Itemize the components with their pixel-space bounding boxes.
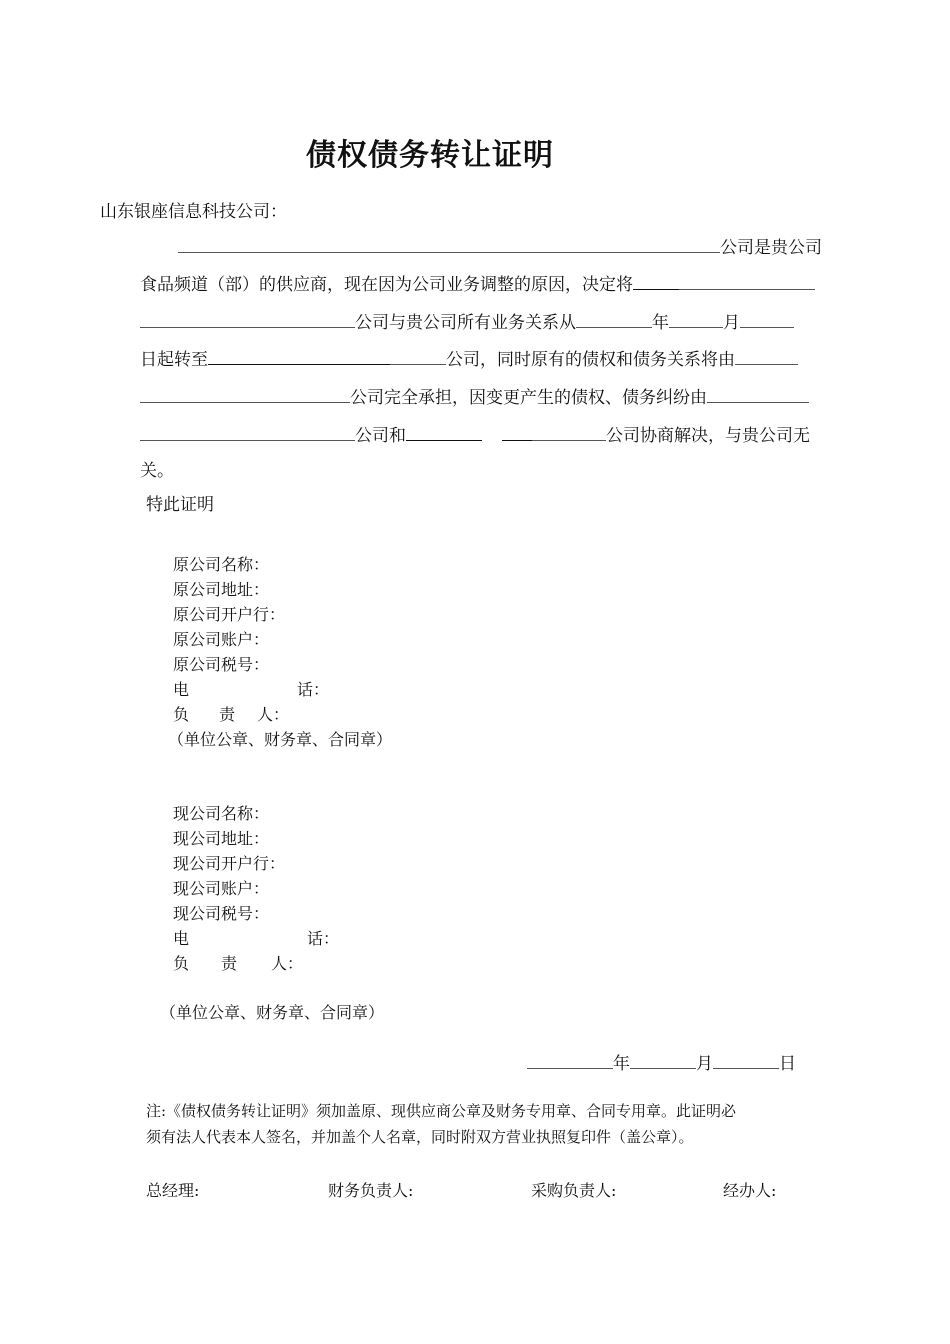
blank-dispute-company-cont[interactable] xyxy=(140,424,355,441)
body-text: 食品频道（部）的供应商，现在因为公司业务调整的原因，决定将 xyxy=(140,275,633,295)
body-text: 公司，同时原有的债权和债务关系将由 xyxy=(446,350,735,370)
current-company-bank-label: 现公司开户行： xyxy=(173,854,286,873)
blank-company-a-end[interactable] xyxy=(140,311,355,328)
signature-purchase-head: 采购负责人: xyxy=(531,1181,617,1200)
blank-bearer-company[interactable] xyxy=(735,348,798,365)
body-line-5 xyxy=(140,386,809,409)
person-char-2: 责 xyxy=(221,954,238,973)
note-line-1: 注:《债权债务转让证明》须加盖原、现供应商公章及财务专用章、合同专用章。此证明必 xyxy=(146,1102,737,1120)
original-company-account-label: 原公司账户： xyxy=(173,630,270,649)
body-text: 公司协商解决，与贵公司无 xyxy=(606,426,810,446)
blank-second-company[interactable] xyxy=(406,424,482,441)
blank-new-company[interactable] xyxy=(208,348,390,365)
blank-new-company-cont[interactable] xyxy=(390,348,446,365)
signature-finance-head: 财务负责人: xyxy=(328,1181,414,1200)
body-line-1 xyxy=(178,236,822,259)
original-company-seal-note: （单位公章、财务章、合同章） xyxy=(168,730,393,749)
body-line-3 xyxy=(140,311,794,334)
signature-general-manager: 总经理: xyxy=(146,1181,200,1200)
certify-text: 特此证明 xyxy=(146,495,214,515)
body-line-7: 关。 xyxy=(140,461,174,481)
blank-second-company-c[interactable] xyxy=(532,424,606,441)
date-line xyxy=(527,1052,796,1075)
person-char-3: 人： xyxy=(271,954,304,973)
document-title: 债权债务转让证明 xyxy=(306,138,554,173)
addressee: 山东银座信息科技公司： xyxy=(100,202,287,222)
body-text: 公司完全承担，因变更产生的债权、债务纠纷由 xyxy=(350,388,707,408)
original-company-person-label xyxy=(173,705,289,725)
person-char-1: 负 xyxy=(173,954,190,973)
year-label: 年 xyxy=(652,313,669,333)
current-company-person-label xyxy=(173,954,303,974)
blank-day[interactable] xyxy=(740,311,794,328)
phone-char-2: 话： xyxy=(297,680,330,699)
signature-handler: 经办人: xyxy=(723,1181,777,1200)
body-line-2 xyxy=(140,273,815,296)
phone-char-2: 话： xyxy=(307,929,340,948)
current-company-account-label: 现公司账户： xyxy=(173,879,270,898)
date-day-label: 日 xyxy=(779,1054,796,1074)
note-line-2: 须有法人代表本人签名，并加盖个人名章，同时附双方营业执照复印件（盖公章）。 xyxy=(146,1128,694,1146)
blank-company-a-cont[interactable] xyxy=(679,273,815,290)
person-char-2: 责 xyxy=(219,705,236,724)
body-line-4 xyxy=(140,348,798,371)
blank-bearer-company-cont[interactable] xyxy=(140,386,350,403)
blank-year[interactable] xyxy=(576,311,652,328)
body-text: 公司和 xyxy=(355,426,406,446)
phone-char-1: 电 xyxy=(173,929,190,948)
original-company-bank-label: 原公司开户行： xyxy=(173,605,286,624)
original-company-phone-label xyxy=(173,680,329,700)
current-company-tax-label: 现公司税号： xyxy=(173,904,270,923)
body-text: 日起转至 xyxy=(140,350,208,370)
date-month-blank[interactable] xyxy=(630,1052,696,1069)
blank-second-company-b[interactable] xyxy=(502,424,532,441)
original-company-name-label: 原公司名称： xyxy=(173,555,270,574)
date-day-blank[interactable] xyxy=(713,1052,779,1069)
current-company-seal-note: （单位公章、财务章、合同章） xyxy=(160,1003,385,1022)
phone-char-1: 电 xyxy=(173,680,190,699)
current-company-address-label: 现公司地址： xyxy=(173,829,270,848)
date-year-blank[interactable] xyxy=(527,1052,613,1069)
person-char-1: 负 xyxy=(173,705,190,724)
body-text: 公司是贵公司 xyxy=(720,238,822,258)
body-line-6 xyxy=(140,424,810,447)
body-text: 公司与贵公司所有业务关系从 xyxy=(355,313,576,333)
original-company-tax-label: 原公司税号： xyxy=(173,655,270,674)
month-label: 月 xyxy=(723,313,740,333)
blank-company-a[interactable] xyxy=(633,273,679,290)
blank-original-company[interactable] xyxy=(178,236,720,253)
date-month-label: 月 xyxy=(696,1054,713,1074)
blank-month[interactable] xyxy=(669,311,723,328)
date-year-label: 年 xyxy=(613,1054,630,1074)
person-char-3: 人： xyxy=(257,705,290,724)
current-company-name-label: 现公司名称： xyxy=(173,804,270,823)
blank-dispute-company[interactable] xyxy=(707,386,809,403)
current-company-phone-label xyxy=(173,929,339,949)
original-company-address-label: 原公司地址： xyxy=(173,580,270,599)
